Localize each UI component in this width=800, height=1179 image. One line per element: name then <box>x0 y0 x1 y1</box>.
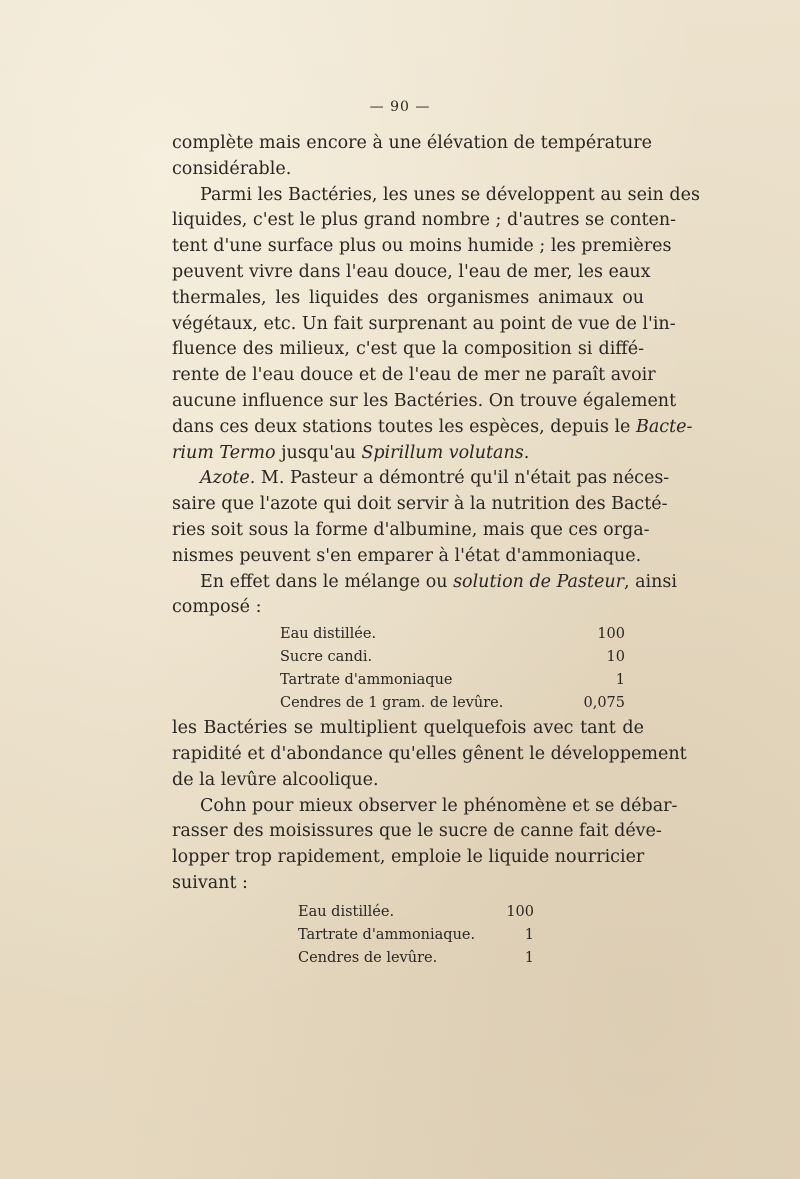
ingredient-quantity: 0,075 <box>583 695 625 712</box>
table-row <box>280 692 625 715</box>
ingredient-name: Eau distillée. <box>298 903 395 920</box>
text-fragment: , ainsi <box>624 571 678 592</box>
ingredient-quantity: 1 <box>524 949 534 966</box>
text-line: nismes peuvent s'en emparer à l'état d'ammoniaque. <box>172 545 642 566</box>
ingredient-name: Cendres de levûre. <box>298 949 438 966</box>
text-line: rente de l'eau douce et de l'eau de mer ne paraît avoir <box>172 365 656 386</box>
text-line: de la levûre alcoolique. <box>172 769 379 790</box>
page-number: — 90 — <box>369 99 431 115</box>
body-text <box>172 131 700 970</box>
text-line <box>172 466 670 492</box>
text-line: thermales, les liquides des organismes animaux ou <box>172 287 644 308</box>
ingredient-quantity: 100 <box>506 903 534 920</box>
text-line: rapidité et d'abondance qu'elles gênent le développement <box>172 743 687 764</box>
text-line <box>172 415 693 441</box>
text-line: complète mais encore à une élévation de température <box>172 133 653 153</box>
text-line: tent d'une surface plus ou moins humide ; les premières <box>172 236 672 257</box>
text-line: les Bactéries se multiplient quelquefois avec tant de <box>172 718 644 739</box>
text-line: aucune influence sur les Bactéries. On trouve également <box>172 390 677 411</box>
ingredient-name: Sucre candi. <box>280 649 373 666</box>
ingredient-quantity: 10 <box>606 649 625 666</box>
table-row <box>298 924 534 947</box>
ingredient-name: Eau distillée. <box>280 626 377 643</box>
text-line: peuvent vivre dans l'eau douce, l'eau de mer, les eaux <box>172 261 651 282</box>
table-row <box>280 623 625 646</box>
text-line: liquides, c'est le plus grand nombre ; d'autres se conten- <box>172 210 677 231</box>
ingredient-name: Tartrate d'ammoniaque. <box>298 926 476 943</box>
italic-species-name: rium Termo <box>172 442 276 463</box>
text-line: Cohn pour mieux observer le phénomène et se débar- <box>200 795 678 816</box>
italic-term: solution de Pasteur <box>453 571 624 592</box>
text-line: Parmi les Bactéries, les unes se développent au sein des <box>200 184 700 205</box>
table-row <box>280 669 625 692</box>
text-line: considérable. <box>172 158 292 179</box>
section-label-azote: Azote. <box>200 468 256 489</box>
text-line: composé : <box>172 597 262 618</box>
text-line: ries soit sous la forme d'albumine, mais que ces orga- <box>172 519 650 540</box>
ingredient-name: Cendres de 1 gram. de levûre. <box>280 695 504 712</box>
text-fragment: dans ces deux stations toutes les espèces, depuis le <box>172 416 631 437</box>
cohn-liquid-table <box>298 901 534 970</box>
text-line: rasser des moisissures que le sucre de canne fait déve- <box>172 821 662 842</box>
pasteur-solution-table <box>280 623 625 715</box>
text-fragment: M. Pasteur a démontré qu'il n'était pas néces- <box>255 468 670 489</box>
italic-species-name: Spirillum volutans. <box>361 442 530 463</box>
table-row <box>298 947 534 970</box>
ingredient-quantity: 1 <box>524 926 534 943</box>
text-line: lopper trop rapidement, emploie le liquide nourricier <box>172 847 645 868</box>
text-line: suivant : <box>172 872 248 893</box>
ingredient-name: Tartrate d'ammoniaque <box>280 672 453 689</box>
text-fragment: En effet dans le mélange ou <box>200 571 454 592</box>
ingredient-quantity: 1 <box>615 672 625 689</box>
ingredient-quantity: 100 <box>597 626 625 643</box>
text-line: végétaux, etc. Un fait surprenant au point de vue de l'in- <box>172 313 676 334</box>
text-fragment: jusqu'au <box>275 442 362 463</box>
italic-species-name: Bacte- <box>635 416 693 437</box>
text-line: saire que l'azote qui doit servir à la nutrition des Bacté- <box>172 494 668 515</box>
text-line <box>172 441 644 467</box>
table-row <box>298 901 534 924</box>
text-line <box>172 570 678 596</box>
text-line: fluence des milieux, c'est que la composition si diffé- <box>172 339 644 360</box>
table-row <box>280 646 625 669</box>
